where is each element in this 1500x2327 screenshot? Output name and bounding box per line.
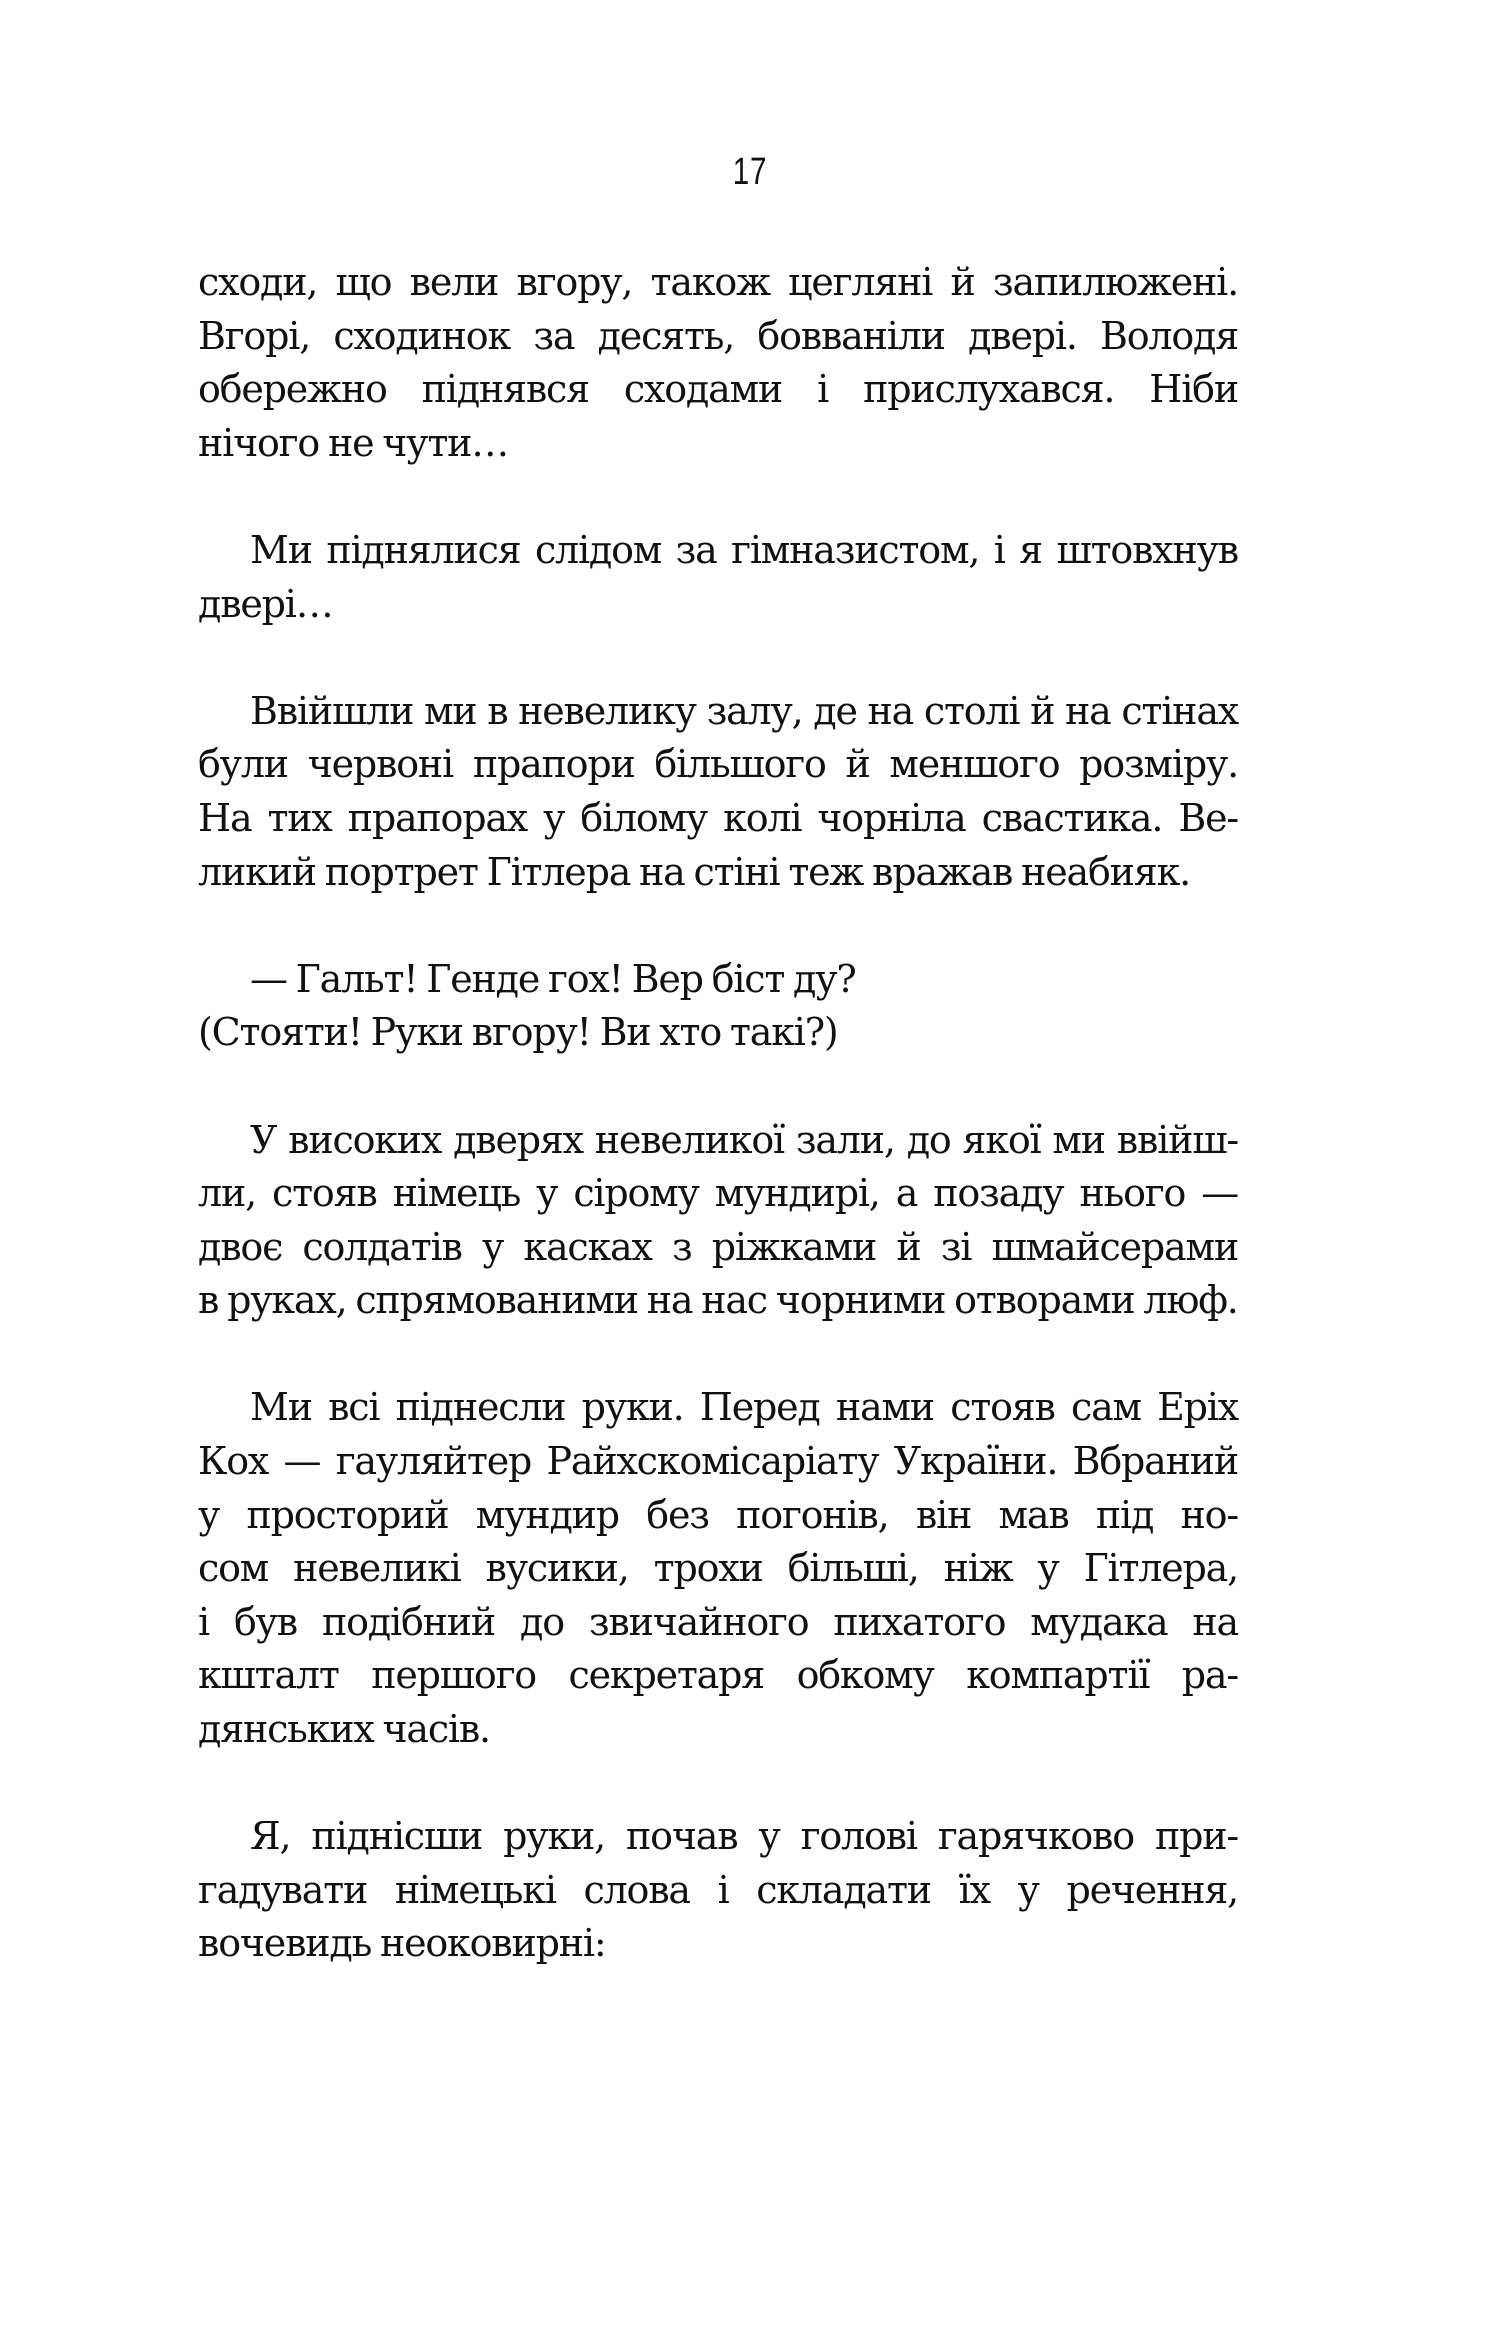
text-line: Я, піднісши руки, почав у голові гарячково при- (250, 1814, 1238, 1859)
text-line: вочевидь неоковирні: (198, 1921, 606, 1966)
text-line: гадувати німецькі слова і складати їх у речення, (198, 1867, 1238, 1912)
paragraph (198, 524, 1238, 631)
text-line: У високих дверях невеликої зали, до якої ми ввійш- (250, 1117, 1238, 1162)
text-line: Ввійшли ми в невелику залу, де на столі й на стінах (250, 688, 1238, 733)
text-line: дянських часів. (198, 1707, 490, 1752)
text-line: і був подібний до звичайного пихатого мудака на (198, 1599, 1238, 1644)
text-line: ликий портрет Гітлера на стіні теж вражав неабияк. (198, 849, 1191, 894)
text-line: кшталт першого секретаря обкому компартії ра- (198, 1653, 1238, 1698)
text-line: Ми піднялися слідом за гімназистом, і я штовхнув (250, 527, 1238, 572)
text-line: Вгорі, сходинок за десять, бовваніли двері. Володя (198, 313, 1238, 358)
text-line: нічого не чути… (198, 420, 509, 465)
text-line: Ми всі піднесли руки. Перед нами стояв сам Еріх (250, 1385, 1238, 1430)
body-text (198, 256, 1238, 1971)
text-line: Кох — гауляйтер Райхскомісаріату України. Вбраний (198, 1439, 1238, 1484)
text-line: в руках, спрямованими на нас чорними отворами люф. (198, 1278, 1238, 1323)
text-line: сходи, що вели вгору, також цегляні й запилюжені. (198, 260, 1238, 304)
text-line: двері… (198, 581, 333, 626)
text-line: сом невеликі вусики, трохи більші, ніж у Гітлера, (198, 1546, 1238, 1591)
paragraph (198, 953, 1238, 1007)
text-line: ли, стояв німець у сірому мундирі, а позаду нього — (198, 1171, 1238, 1216)
paragraph (198, 1810, 1238, 1971)
paragraph (198, 1381, 1238, 1756)
paragraph (198, 1114, 1238, 1328)
text-line: двоє солдатів у касках з ріжками й зі шмайсерами (198, 1224, 1238, 1269)
page-number: 17 (732, 151, 768, 193)
paragraph (198, 1006, 1238, 1060)
text-line: обережно піднявся сходами і прислухався. Ніби (198, 367, 1238, 412)
paragraph (198, 685, 1238, 899)
text-line: у просторий мундир без погонів, він мав під но- (198, 1492, 1238, 1537)
text-line: — Гальт! Генде гох! Вер біст ду? (250, 956, 856, 1001)
paragraph (198, 256, 1238, 470)
text-line: На тих прапорах у білому колі чорніла свастика. Ве- (198, 795, 1238, 840)
text-line: були червоні прапори більшого й меншого розміру. (198, 742, 1238, 787)
text-line: (Стояти! Руки вгору! Ви хто такі?) (198, 1010, 838, 1055)
